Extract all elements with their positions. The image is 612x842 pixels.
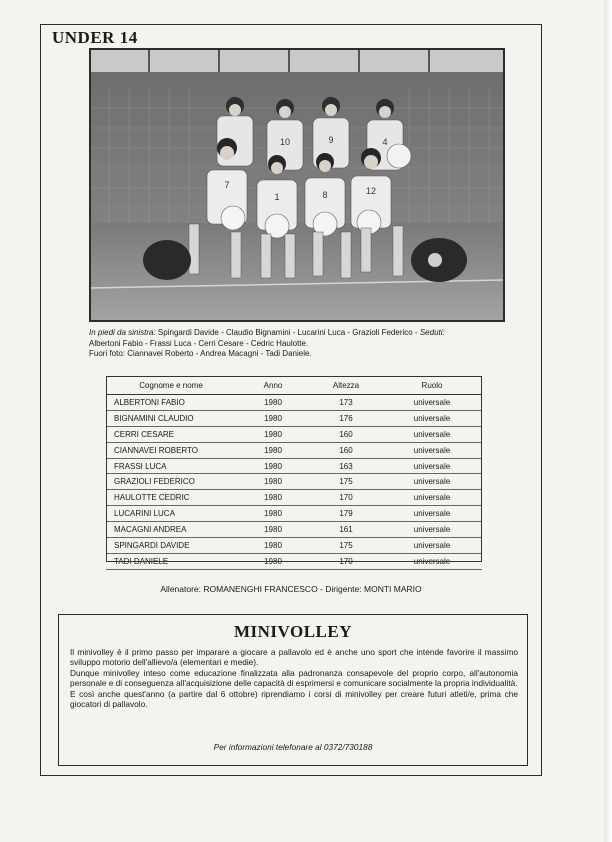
- player-height: 160: [310, 426, 382, 442]
- player-height: 161: [310, 522, 382, 538]
- table-row: [106, 506, 482, 522]
- table-row: [106, 410, 482, 426]
- player-year: 1980: [236, 474, 310, 490]
- player-year: 1980: [236, 490, 310, 506]
- player-height: 170: [310, 490, 382, 506]
- player-role: universale: [382, 395, 482, 411]
- player-role: universale: [382, 442, 482, 458]
- jersey-number: 7: [224, 180, 230, 190]
- jersey-number: 1: [274, 192, 280, 202]
- player-year: 1980: [236, 395, 310, 411]
- player-name: SPINGARDI DAVIDE: [106, 538, 236, 554]
- table-row: [106, 458, 482, 474]
- player-name: BIGNAMINI CLAUDIO: [106, 410, 236, 426]
- table-row: [106, 553, 482, 569]
- player-name: LUCARINI LUCA: [106, 506, 236, 522]
- roster-table: [106, 376, 482, 570]
- table-row: [106, 538, 482, 554]
- player-year: 1980: [236, 506, 310, 522]
- caption-seated-label: Seduti:: [419, 328, 445, 337]
- minivolley-paragraph: Il minivolley è il primo passo per imparare a giocare a pallavolo ed è anche uno sport che intende favorire il massimo sviluppo motorio dell'allievo/a (elementari e medie).: [70, 647, 518, 668]
- section-heading: UNDER 14: [52, 28, 138, 47]
- minivolley-text: [70, 647, 518, 709]
- manager-name: MONTI MARIO: [364, 584, 422, 594]
- player-height: 170: [310, 553, 382, 569]
- table-row: [106, 522, 482, 538]
- player-name: CIANNAVEI ROBERTO: [106, 442, 236, 458]
- jersey-number: 4: [382, 137, 388, 147]
- player-height: 175: [310, 538, 382, 554]
- player-height: 173: [310, 395, 382, 411]
- header-name: Cognome e nome: [106, 377, 236, 395]
- jersey-number: 10: [279, 137, 291, 147]
- minivolley-paragraph: E così anche quest'anno (a partire dal 6 ottobre) riprendiamo i corsi di minivolley per creare futuri atleti/e, prima che giocatori di pallavolo.: [70, 688, 518, 710]
- player-name: GRAZIOLI FEDERICO: [106, 474, 236, 490]
- manager-label: Dirigente:: [325, 584, 362, 594]
- player-year: 1980: [236, 410, 310, 426]
- player-year: 1980: [236, 458, 310, 474]
- player-height: 175: [310, 474, 382, 490]
- player-role: universale: [382, 458, 482, 474]
- coach-label: Allenatore:: [160, 584, 202, 594]
- table-row: [106, 474, 482, 490]
- player-height: 160: [310, 442, 382, 458]
- player-role: universale: [382, 538, 482, 554]
- player-year: 1980: [236, 426, 310, 442]
- roster-header-row: [106, 377, 482, 395]
- table-row: [106, 426, 482, 442]
- header-year: Anno: [236, 377, 310, 395]
- table-row: [106, 395, 482, 411]
- table-row: [106, 442, 482, 458]
- caption-standing-names: Spingardi Davide - Claudio Bignamini - Lucarini Luca - Grazioli Federico -: [155, 328, 420, 337]
- player-name: ALBERTONI FABIO: [106, 395, 236, 411]
- caption-seated-names: Albertoni Fabio - Frassi Luca - Cerri Cesare - Cedric Haulotte.: [89, 338, 309, 348]
- player-year: 1980: [236, 553, 310, 569]
- player-role: universale: [382, 426, 482, 442]
- staff-separator: -: [317, 584, 326, 594]
- player-name: HAULOTTE CEDRIC: [106, 490, 236, 506]
- jersey-number: 9: [328, 135, 334, 145]
- player-height: 163: [310, 458, 382, 474]
- player-name: MACAGNI ANDREA: [106, 522, 236, 538]
- staff-line: [0, 584, 582, 594]
- caption-standing-label: In piedi da sinistra:: [89, 328, 156, 337]
- player-height: 176: [310, 410, 382, 426]
- player-role: universale: [382, 506, 482, 522]
- minivolley-title: MINIVOLLEY: [233, 622, 352, 641]
- header-height: Altezza: [310, 377, 382, 395]
- player-year: 1980: [236, 522, 310, 538]
- jersey-number: 8: [322, 190, 328, 200]
- player-year: 1980: [236, 442, 310, 458]
- player-year: 1980: [236, 538, 310, 554]
- player-role: universale: [382, 553, 482, 569]
- table-row: [106, 490, 482, 506]
- photo-caption: [89, 328, 509, 360]
- page-edge: [604, 0, 612, 842]
- player-role: universale: [382, 410, 482, 426]
- team-photo: [89, 48, 505, 322]
- player-name: FRASSI LUCA: [106, 458, 236, 474]
- player-height: 179: [310, 506, 382, 522]
- player-role: universale: [382, 474, 482, 490]
- player-role: universale: [382, 522, 482, 538]
- minivolley-paragraph: Dunque minivolley inteso come educazione finalizzata alla padronanza consapevole del proprio corpo, all'autonomia personale e di conseguenza all'acquisizione delle capacità di esprimersi e comunicare socialmente la propria individualità.: [70, 667, 518, 689]
- coach-name: ROMANENGHI FRANCESCO: [203, 584, 318, 594]
- player-name: TADI DANIELE: [106, 553, 236, 569]
- minivolley-contact: Per informazioni telefonare al 0372/730188: [213, 742, 373, 752]
- caption-absent-names: Fuori foto: Ciannavei Roberto - Andrea Macagni - Tadi Daniele.: [89, 349, 312, 358]
- player-role: universale: [382, 490, 482, 506]
- jersey-number: 12: [365, 186, 377, 196]
- player-name: CERRI CESARE: [106, 426, 236, 442]
- header-role: Ruolo: [382, 377, 482, 395]
